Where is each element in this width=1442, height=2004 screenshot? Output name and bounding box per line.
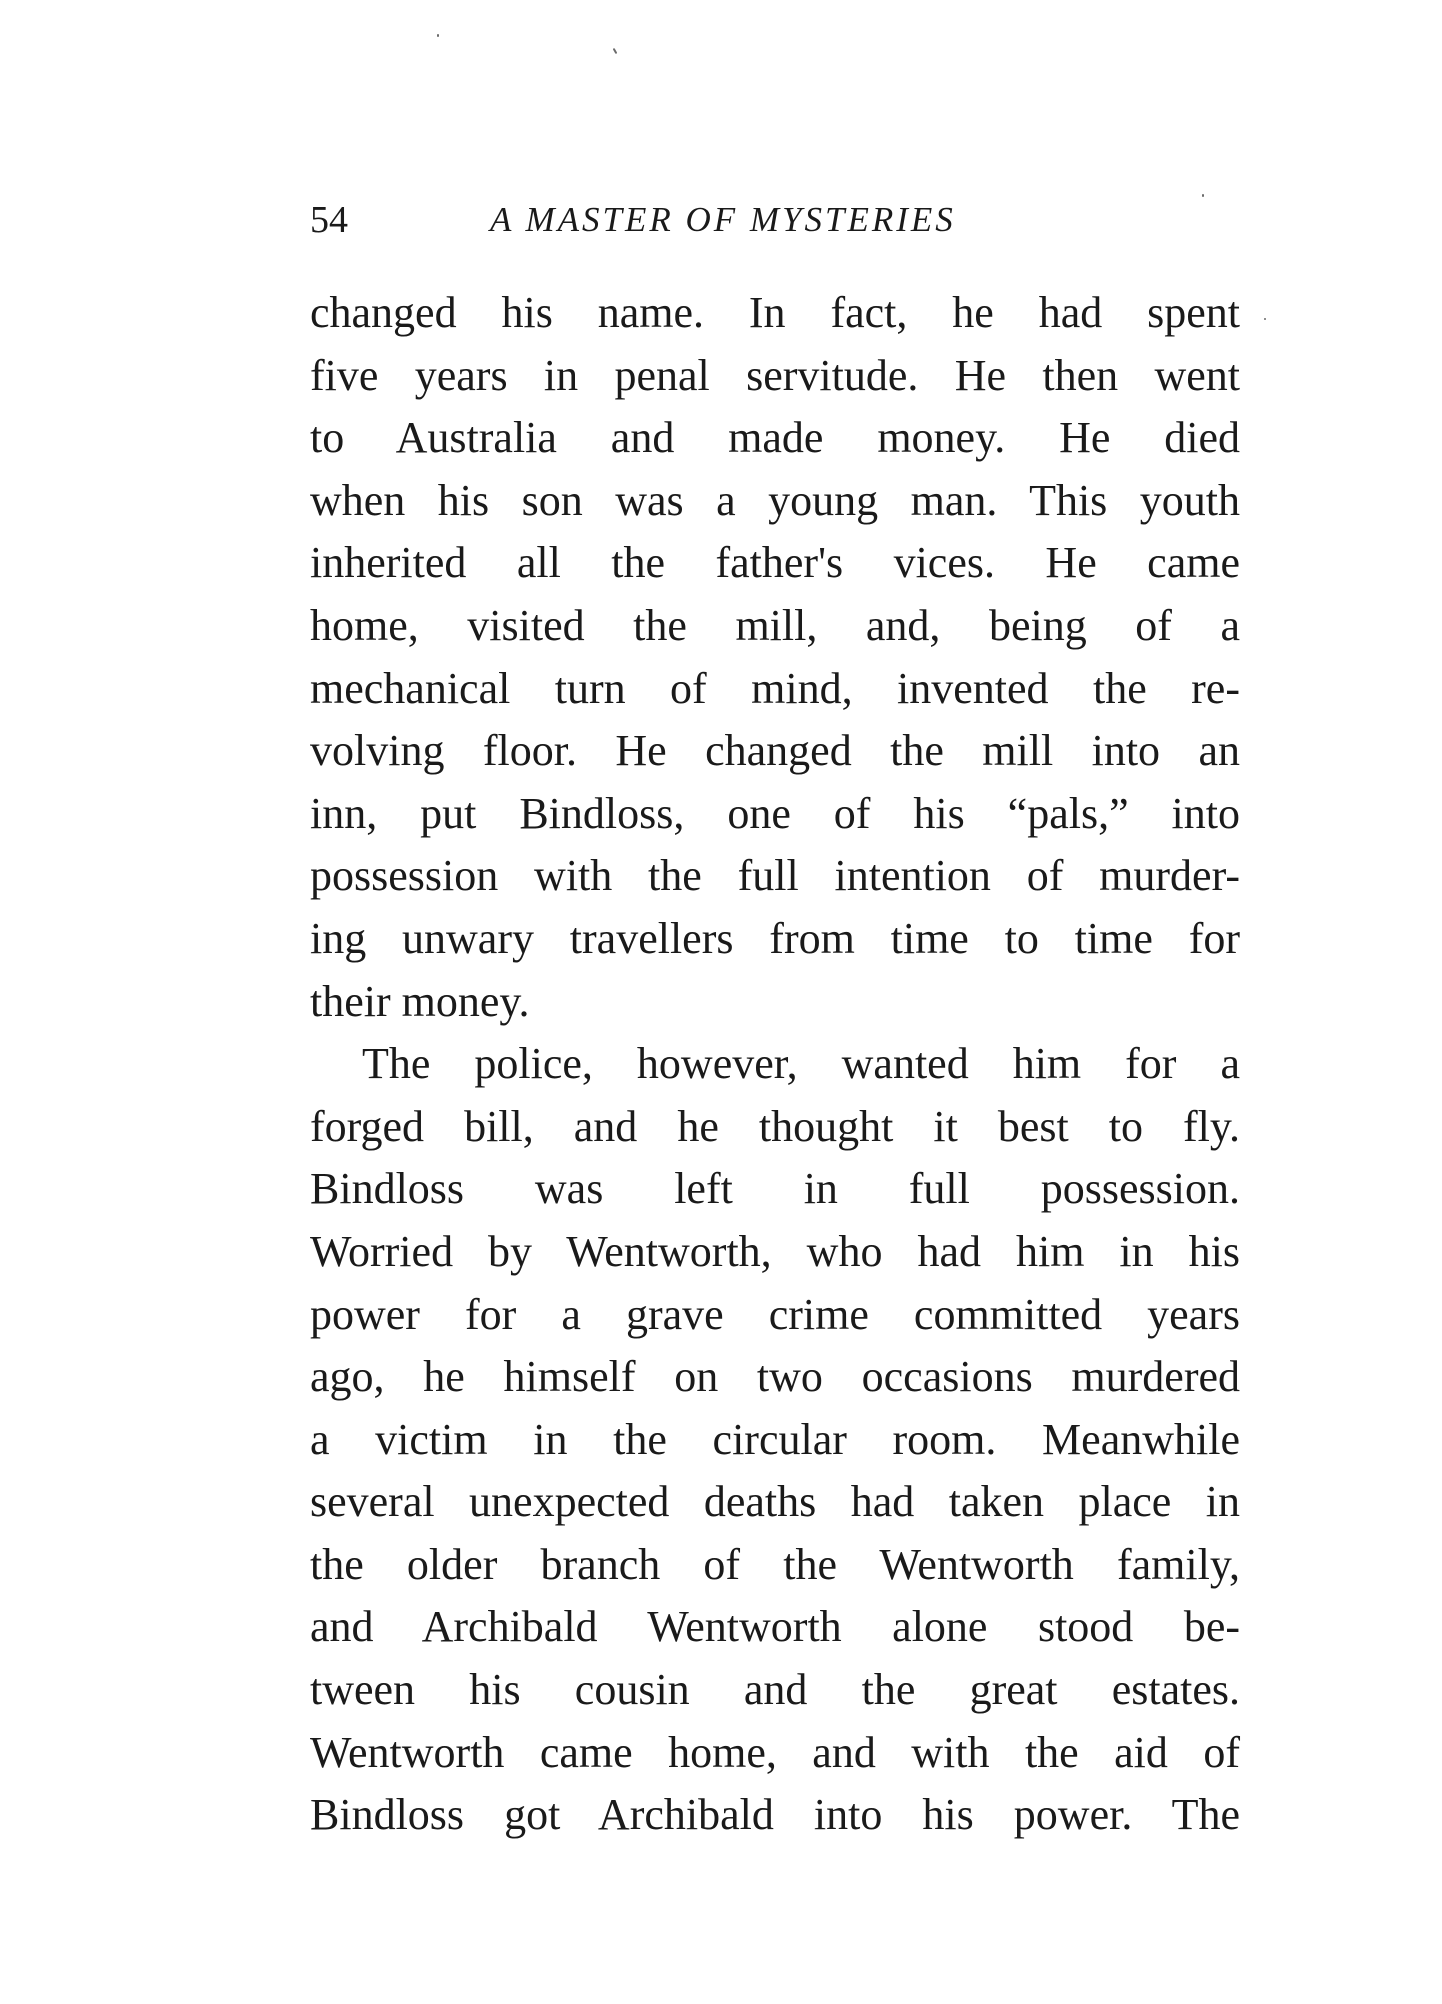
text-line: ing unwary travellers from time to time for <box>310 913 1240 963</box>
text-line: tween his cousin and the great estates. <box>310 1665 1240 1715</box>
scan-speck <box>437 34 439 37</box>
text-line: Wentworth came home, and with the aid of <box>310 1727 1240 1777</box>
text-line: inn, put Bindloss, one of his “pals,” into <box>310 788 1240 838</box>
text-line: five years in penal servitude. He then went <box>310 350 1240 400</box>
text-line: ago, he himself on two occasions murdered <box>310 1352 1240 1402</box>
text-line: when his son was a young man. This youth <box>310 475 1240 525</box>
text-line: changed his name. In fact, he had spent <box>310 288 1240 337</box>
body-text <box>310 282 1240 1847</box>
text-line: Bindloss was left in full possession. <box>310 1164 1240 1214</box>
page-number: 54 <box>310 199 348 241</box>
page-header <box>310 196 1240 256</box>
text-line: volving floor. He changed the mill into an <box>310 726 1240 776</box>
text-line: and Archibald Wentworth alone stood be- <box>310 1602 1240 1652</box>
paragraph-2 <box>310 1033 1240 1847</box>
text-line: forged bill, and he thought it best to fly. <box>310 1101 1240 1151</box>
paragraph-1 <box>310 282 1240 1033</box>
text-line: a victim in the circular room. Meanwhile <box>310 1414 1240 1464</box>
running-title: A MASTER OF MYSTERIES <box>490 200 956 239</box>
text-line: their money. <box>310 976 530 1026</box>
scan-speck <box>1264 318 1266 320</box>
text-line: possession with the full intention of murder- <box>310 851 1240 901</box>
text-line: Worried by Wentworth, who had him in his <box>310 1226 1240 1276</box>
text-line: home, visited the mill, and, being of a <box>310 600 1240 650</box>
text-line: mechanical turn of mind, invented the re- <box>310 663 1240 713</box>
text-line: to Australia and made money. He died <box>310 413 1240 463</box>
text-line: the older branch of the Wentworth family, <box>310 1539 1240 1589</box>
scan-speck <box>613 48 618 54</box>
text-line: inherited all the father's vices. He came <box>310 538 1240 588</box>
text-line: power for a grave crime committed years <box>310 1289 1240 1339</box>
text-line: The police, however, wanted him for a <box>362 1039 1240 1089</box>
text-line: Bindloss got Archibald into his power. The <box>310 1790 1240 1840</box>
text-line: several unexpected deaths had taken place in <box>310 1477 1240 1527</box>
